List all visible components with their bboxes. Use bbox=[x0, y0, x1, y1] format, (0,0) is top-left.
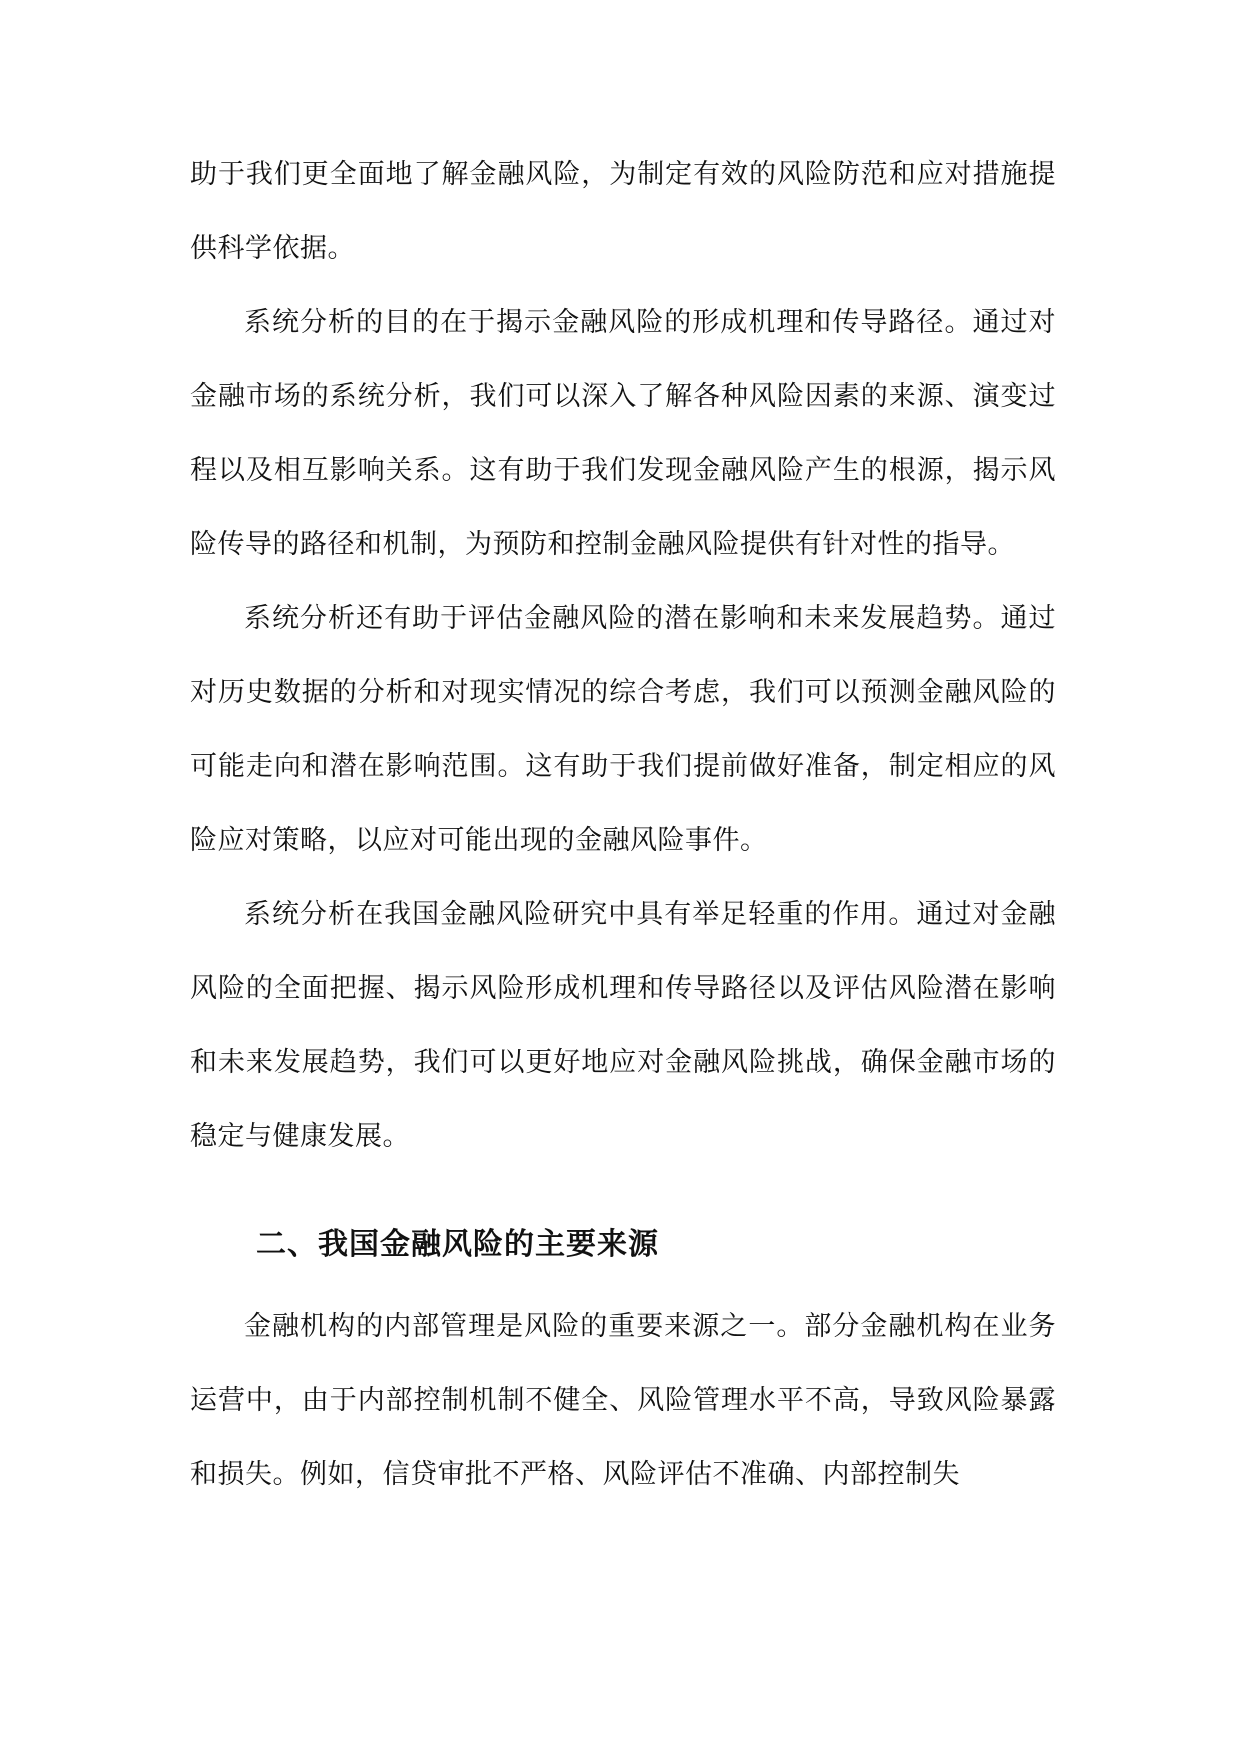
paragraph-system-analysis-evaluation: 系统分析还有助于评估金融风险的潜在影响和未来发展趋势。通过对历史数据的分析和对现实情况的综合考虑，我们可以预测金融风险的可能走向和潜在影响范围。这有助于我们提前做好准备，制定相应的风险应对策略，以应对可能出现的金融风险事件。 bbox=[190, 603, 1056, 856]
paragraph-system-analysis-purpose: 系统分析的目的在于揭示金融风险的形成机理和传导路径。通过对金融市场的系统分析，我们可以深入了解各种风险因素的来源、演变过程以及相互影响关系。这有助于我们发现金融风险产生的根源，揭示风险传导的路径和机制，为预防和控制金融风险提供有针对性的指导。 bbox=[190, 307, 1056, 560]
section-heading: 二、我国金融风险的主要来源 bbox=[256, 1227, 659, 1262]
paragraph-system-analysis-conclusion: 系统分析在我国金融风险研究中具有举足轻重的作用。通过对金融风险的全面把握、揭示风险形成机理和传导路径以及评估风险潜在影响和未来发展趋势，我们可以更好地应对金融风险挑战，确保金融市场的稳定与健康发展。 bbox=[190, 899, 1056, 1152]
paragraph-continuation: 助于我们更全面地了解金融风险，为制定有效的风险防范和应对措施提供科学依据。 bbox=[190, 159, 1056, 264]
document-body bbox=[190, 138, 1056, 1512]
paragraph-internal-management: 金融机构的内部管理是风险的重要来源之一。部分金融机构在业务运营中，由于内部控制机制不健全、风险管理水平不高，导致风险暴露和损失。例如，信贷审批不严格、风险评估不准确、内部控制失 bbox=[190, 1311, 1056, 1490]
